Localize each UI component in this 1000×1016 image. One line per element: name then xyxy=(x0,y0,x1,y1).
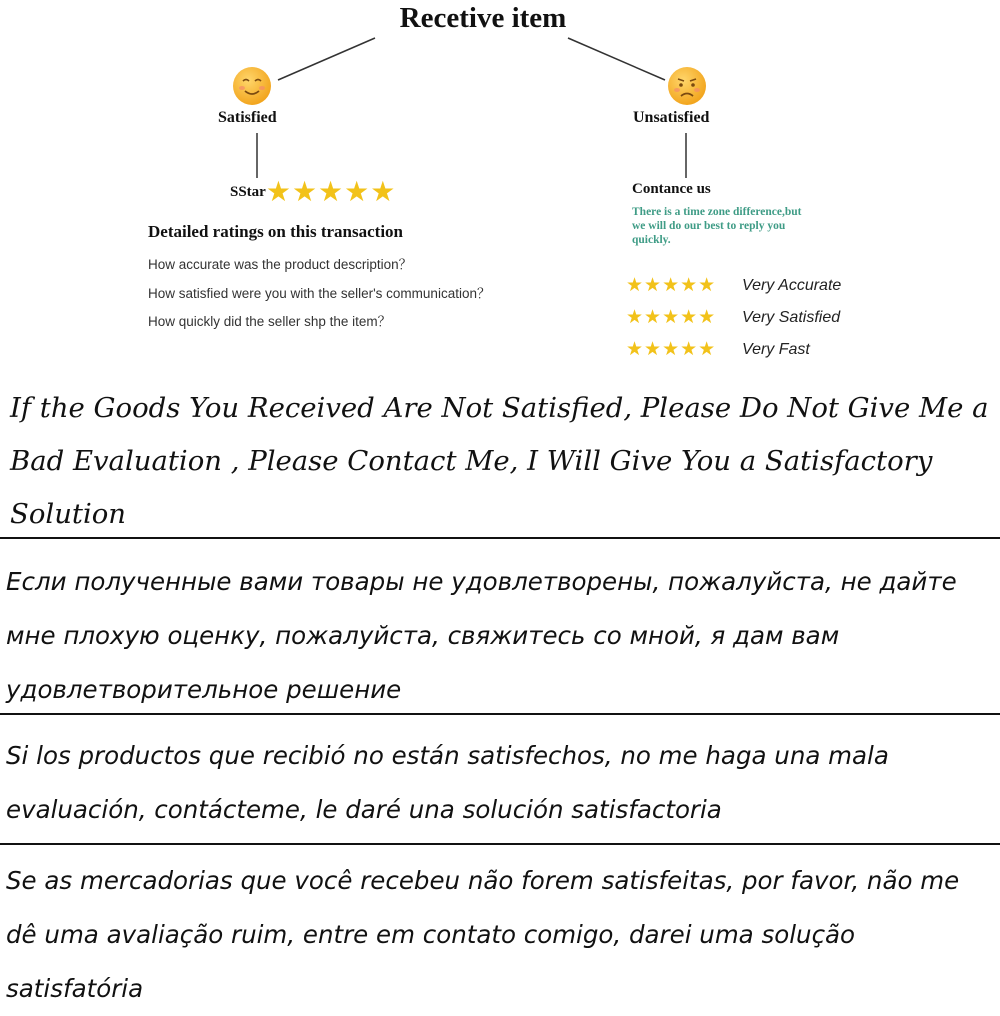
detailed-ratings-title: Detailed ratings on this transaction xyxy=(148,222,403,241)
question-communication: How satisfied were you with the seller's communication？ xyxy=(148,286,491,301)
sstar-label: SStar xyxy=(230,183,266,200)
sstar-stars: ★★★★★ xyxy=(265,176,397,207)
rating-row-fast xyxy=(626,338,810,361)
rating-row-satisfied xyxy=(626,306,840,329)
rating-stars: ★★★★★ xyxy=(626,307,717,328)
question-shipping: How quickly did the seller shp the item？ xyxy=(148,314,392,329)
rating-text: Very Satisfied xyxy=(742,308,841,326)
connector-left xyxy=(278,38,375,80)
divider xyxy=(0,843,1000,845)
rating-text: Very Fast xyxy=(742,340,810,358)
satisfied-label: Satisfied xyxy=(218,109,277,126)
message-spanish: Si los productos que recibió no están satisfechos, no me haga una mala evaluación, contácteme, le daré una solución satisfactoria xyxy=(6,741,889,824)
question-accuracy: How accurate was the product description？ xyxy=(148,257,413,272)
smiling-face-icon xyxy=(232,66,272,106)
contact-note: There is a time zone difference,but we will do our best to reply you quickly. xyxy=(632,206,802,246)
diagram-title: Recetive item xyxy=(399,2,567,34)
rating-row-accurate xyxy=(626,274,841,297)
sstar-row xyxy=(230,178,396,206)
message-english: If the Goods You Received Are Not Satisfied, Please Do Not Give Me a Bad Evaluation , Please Contact Me, I Will Give You a Satisfactory Solution xyxy=(10,392,989,530)
divider xyxy=(0,713,1000,715)
message-russian: Если полученные вами товары не удовлетворены, пожалуйста, не дайте мне плохую оценку, пожалуйста, свяжитесь со мной, я дам вам удовлетворительное решение xyxy=(6,567,957,704)
contact-us-title: Contance us xyxy=(632,181,711,197)
frowning-face-icon xyxy=(667,66,707,106)
rating-stars: ★★★★★ xyxy=(626,339,717,360)
diagram-connectors xyxy=(0,0,1000,260)
rating-text: Very Accurate xyxy=(742,276,842,294)
unsatisfied-label: Unsatisfied xyxy=(633,109,710,126)
connector-right xyxy=(568,38,665,80)
rating-stars: ★★★★★ xyxy=(626,275,717,296)
divider xyxy=(0,537,1000,539)
message-portuguese: Se as mercadorias que você recebeu não forem satisfeitas, por favor, não me dê uma avaliação ruim, entre em contato comigo, darei uma solução satisfatória xyxy=(6,866,960,1003)
